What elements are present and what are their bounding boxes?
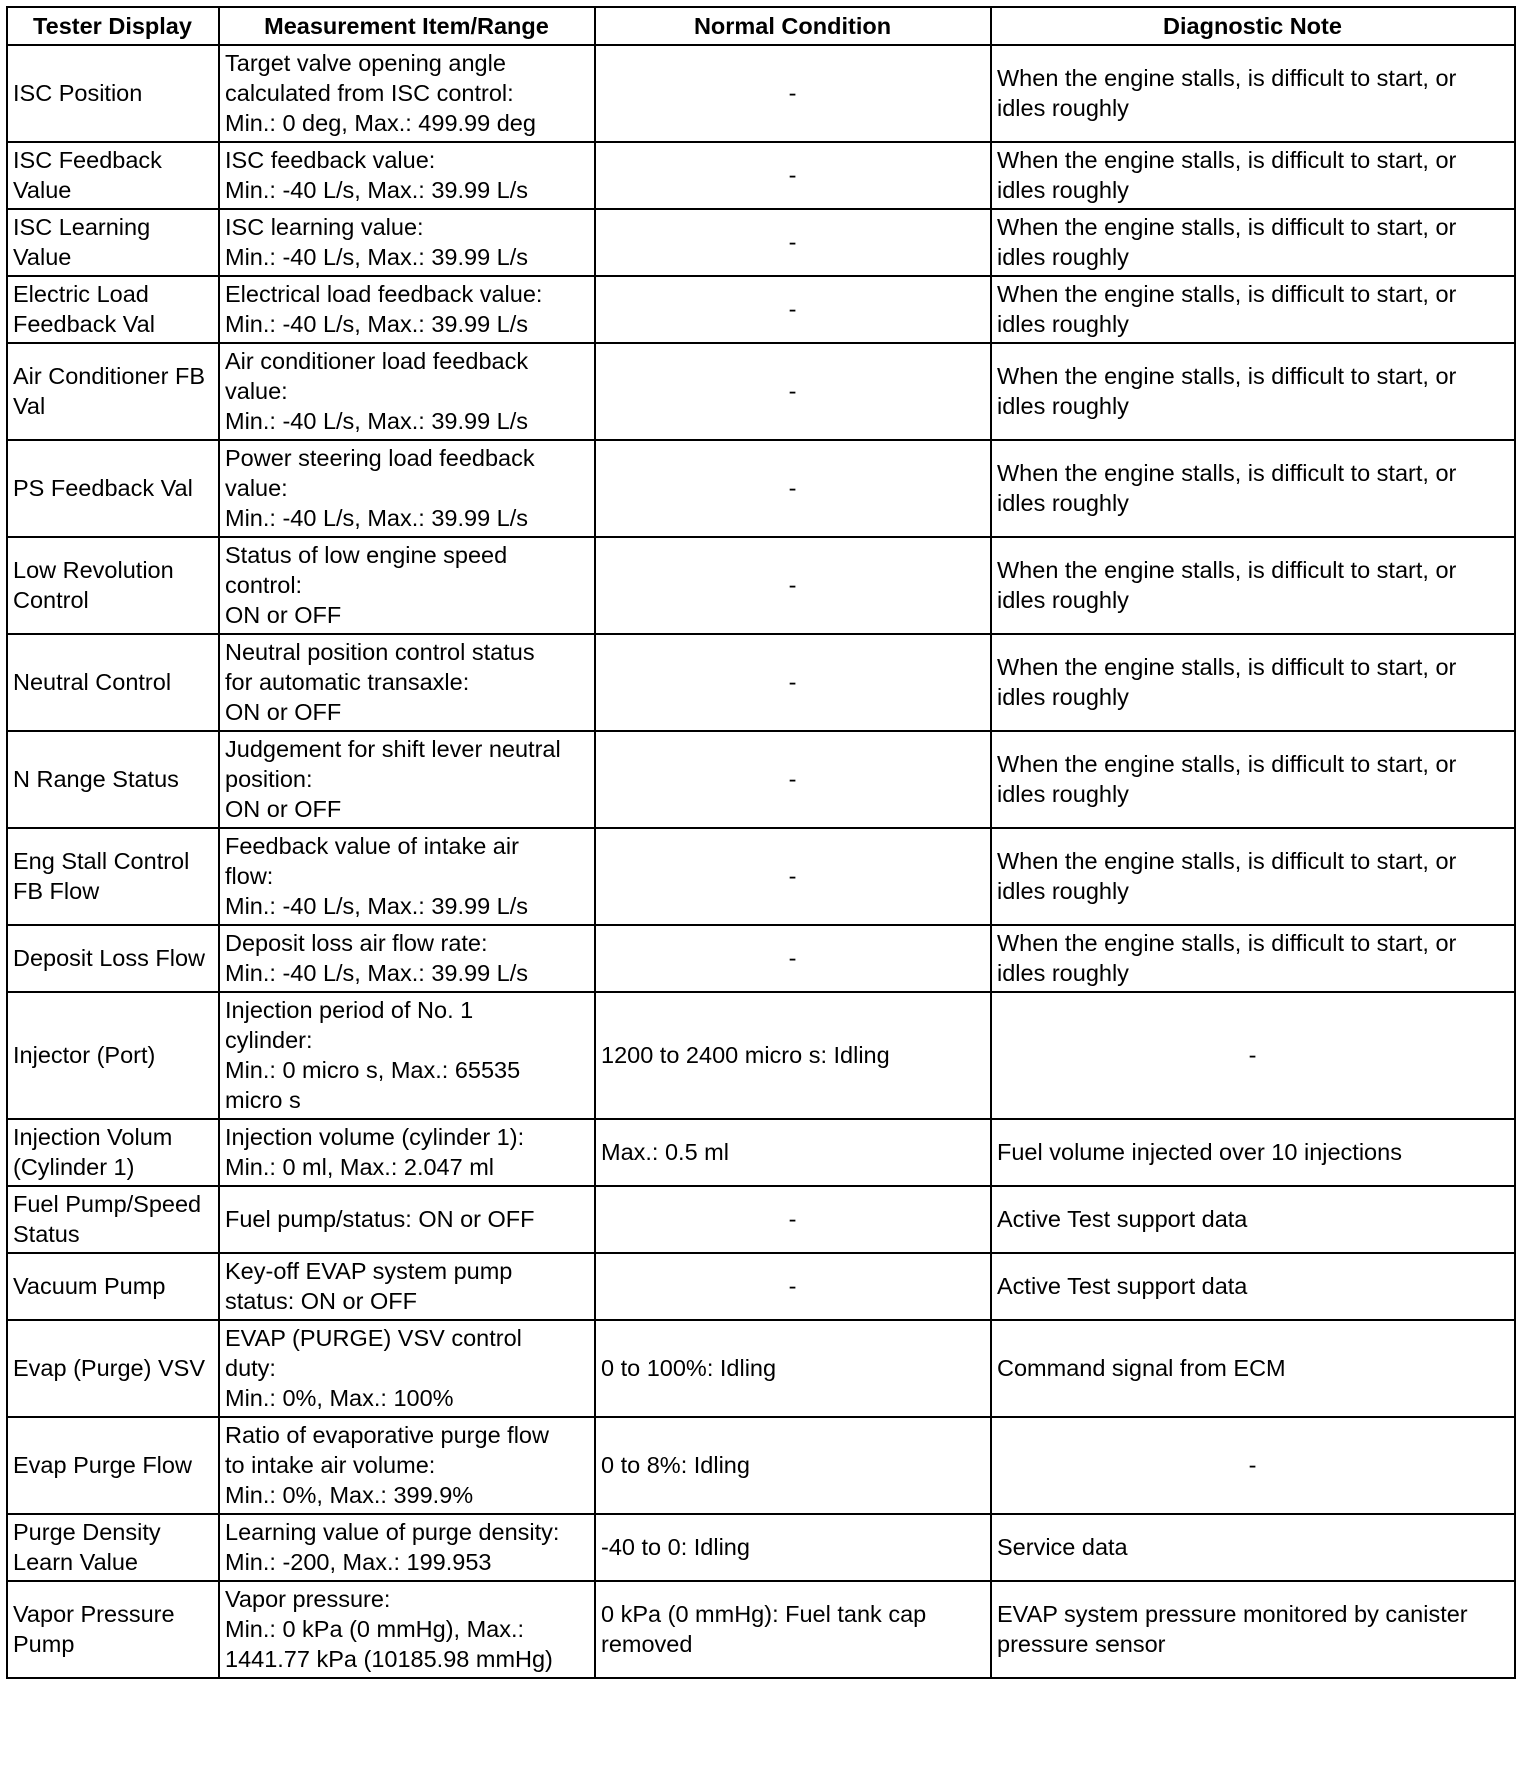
cell-measurement-item: EVAP (PURGE) VSV control duty: Min.: 0%, Max.: 100% — [219, 1320, 595, 1417]
cell-diagnostic-note: When the engine stalls, is difficult to start, or idles roughly — [991, 440, 1515, 537]
cell-tester-display: Low Revolution Control — [7, 537, 219, 634]
cell-diagnostic-note: Fuel volume injected over 10 injections — [991, 1119, 1515, 1186]
cell-measurement-item: Deposit loss air flow rate: Min.: -40 L/s, Max.: 39.99 L/s — [219, 925, 595, 992]
table-row — [7, 1253, 1515, 1320]
table-header-row — [7, 7, 1515, 45]
cell-tester-display: ISC Position — [7, 45, 219, 142]
cell-diagnostic-note: Active Test support data — [991, 1253, 1515, 1320]
table-row — [7, 440, 1515, 537]
table-row — [7, 45, 1515, 142]
cell-tester-display: Fuel Pump/Speed Status — [7, 1186, 219, 1253]
table-row — [7, 828, 1515, 925]
cell-normal-condition: - — [595, 276, 991, 343]
cell-measurement-item: Power steering load feedback value: Min.: -40 L/s, Max.: 39.99 L/s — [219, 440, 595, 537]
cell-diagnostic-note: When the engine stalls, is difficult to start, or idles roughly — [991, 343, 1515, 440]
cell-measurement-item: Vapor pressure: Min.: 0 kPa (0 mmHg), Max.: 1441.77 kPa (10185.98 mmHg) — [219, 1581, 595, 1678]
cell-diagnostic-note: When the engine stalls, is difficult to start, or idles roughly — [991, 45, 1515, 142]
cell-tester-display: Vapor Pressure Pump — [7, 1581, 219, 1678]
cell-tester-display: Vacuum Pump — [7, 1253, 219, 1320]
cell-tester-display: Deposit Loss Flow — [7, 925, 219, 992]
header-tester-display: Tester Display — [7, 7, 219, 45]
cell-tester-display: N Range Status — [7, 731, 219, 828]
cell-normal-condition: - — [595, 828, 991, 925]
cell-normal-condition: - — [595, 1253, 991, 1320]
table-body — [7, 45, 1515, 1678]
table-row — [7, 537, 1515, 634]
cell-measurement-item: Status of low engine speed control: ON or OFF — [219, 537, 595, 634]
table-row — [7, 276, 1515, 343]
table-row — [7, 1320, 1515, 1417]
cell-diagnostic-note: When the engine stalls, is difficult to start, or idles roughly — [991, 142, 1515, 209]
cell-normal-condition: - — [595, 537, 991, 634]
cell-measurement-item: Injection volume (cylinder 1): Min.: 0 ml, Max.: 2.047 ml — [219, 1119, 595, 1186]
cell-normal-condition: - — [595, 343, 991, 440]
cell-measurement-item: Key-off EVAP system pump status: ON or OFF — [219, 1253, 595, 1320]
table-row — [7, 209, 1515, 276]
cell-normal-condition: Max.: 0.5 ml — [595, 1119, 991, 1186]
cell-tester-display: Purge Density Learn Value — [7, 1514, 219, 1581]
table-row — [7, 1514, 1515, 1581]
table-row — [7, 634, 1515, 731]
cell-measurement-item: Learning value of purge density: Min.: -200, Max.: 199.953 — [219, 1514, 595, 1581]
cell-tester-display: ISC Learning Value — [7, 209, 219, 276]
cell-tester-display: Air Conditioner FB Val — [7, 343, 219, 440]
cell-diagnostic-note: - — [991, 992, 1515, 1119]
cell-measurement-item: Fuel pump/status: ON or OFF — [219, 1186, 595, 1253]
cell-tester-display: Evap Purge Flow — [7, 1417, 219, 1514]
cell-diagnostic-note: When the engine stalls, is difficult to start, or idles roughly — [991, 925, 1515, 992]
cell-normal-condition: 0 to 8%: Idling — [595, 1417, 991, 1514]
table-row — [7, 343, 1515, 440]
header-measurement-item-range: Measurement Item/Range — [219, 7, 595, 45]
cell-measurement-item: Injection period of No. 1 cylinder: Min.: 0 micro s, Max.: 65535 micro s — [219, 992, 595, 1119]
header-normal-condition: Normal Condition — [595, 7, 991, 45]
cell-diagnostic-note: Service data — [991, 1514, 1515, 1581]
cell-normal-condition: - — [595, 1186, 991, 1253]
cell-normal-condition: - — [595, 634, 991, 731]
cell-diagnostic-note: When the engine stalls, is difficult to start, or idles roughly — [991, 209, 1515, 276]
cell-diagnostic-note: Command signal from ECM — [991, 1320, 1515, 1417]
cell-normal-condition: - — [595, 209, 991, 276]
cell-normal-condition: 0 to 100%: Idling — [595, 1320, 991, 1417]
cell-measurement-item: Feedback value of intake air flow: Min.: -40 L/s, Max.: 39.99 L/s — [219, 828, 595, 925]
table-row — [7, 992, 1515, 1119]
table-row — [7, 1581, 1515, 1678]
table-row — [7, 925, 1515, 992]
table-row — [7, 1417, 1515, 1514]
cell-measurement-item: Electrical load feedback value: Min.: -40 L/s, Max.: 39.99 L/s — [219, 276, 595, 343]
cell-normal-condition: 0 kPa (0 mmHg): Fuel tank cap removed — [595, 1581, 991, 1678]
cell-measurement-item: Neutral position control status for automatic transaxle: ON or OFF — [219, 634, 595, 731]
cell-measurement-item: ISC learning value: Min.: -40 L/s, Max.: 39.99 L/s — [219, 209, 595, 276]
cell-tester-display: Injection Volum (Cylinder 1) — [7, 1119, 219, 1186]
cell-tester-display: Neutral Control — [7, 634, 219, 731]
cell-measurement-item: Target valve opening angle calculated from ISC control: Min.: 0 deg, Max.: 499.99 deg — [219, 45, 595, 142]
cell-diagnostic-note: When the engine stalls, is difficult to start, or idles roughly — [991, 276, 1515, 343]
cell-normal-condition: - — [595, 925, 991, 992]
table-row — [7, 142, 1515, 209]
cell-normal-condition: - — [595, 45, 991, 142]
cell-diagnostic-note: Active Test support data — [991, 1186, 1515, 1253]
cell-normal-condition: - — [595, 440, 991, 537]
table-row — [7, 1186, 1515, 1253]
cell-measurement-item: ISC feedback value: Min.: -40 L/s, Max.: 39.99 L/s — [219, 142, 595, 209]
cell-tester-display: PS Feedback Val — [7, 440, 219, 537]
cell-diagnostic-note: - — [991, 1417, 1515, 1514]
cell-normal-condition: - — [595, 731, 991, 828]
cell-measurement-item: Air conditioner load feedback value: Min.: -40 L/s, Max.: 39.99 L/s — [219, 343, 595, 440]
cell-diagnostic-note: When the engine stalls, is difficult to start, or idles roughly — [991, 828, 1515, 925]
data-list-table — [6, 6, 1516, 1679]
cell-diagnostic-note: When the engine stalls, is difficult to start, or idles roughly — [991, 634, 1515, 731]
header-diagnostic-note: Diagnostic Note — [991, 7, 1515, 45]
table-row — [7, 1119, 1515, 1186]
cell-diagnostic-note: When the engine stalls, is difficult to start, or idles roughly — [991, 731, 1515, 828]
cell-tester-display: Evap (Purge) VSV — [7, 1320, 219, 1417]
cell-tester-display: Injector (Port) — [7, 992, 219, 1119]
data-list-table-container — [6, 6, 1514, 1679]
cell-diagnostic-note: When the engine stalls, is difficult to start, or idles roughly — [991, 537, 1515, 634]
cell-normal-condition: - — [595, 142, 991, 209]
table-row — [7, 731, 1515, 828]
cell-measurement-item: Judgement for shift lever neutral position: ON or OFF — [219, 731, 595, 828]
cell-tester-display: ISC Feedback Value — [7, 142, 219, 209]
cell-tester-display: Electric Load Feedback Val — [7, 276, 219, 343]
cell-normal-condition: -40 to 0: Idling — [595, 1514, 991, 1581]
cell-diagnostic-note: EVAP system pressure monitored by canister pressure sensor — [991, 1581, 1515, 1678]
cell-tester-display: Eng Stall Control FB Flow — [7, 828, 219, 925]
cell-normal-condition: 1200 to 2400 micro s: Idling — [595, 992, 991, 1119]
cell-measurement-item: Ratio of evaporative purge flow to intake air volume: Min.: 0%, Max.: 399.9% — [219, 1417, 595, 1514]
